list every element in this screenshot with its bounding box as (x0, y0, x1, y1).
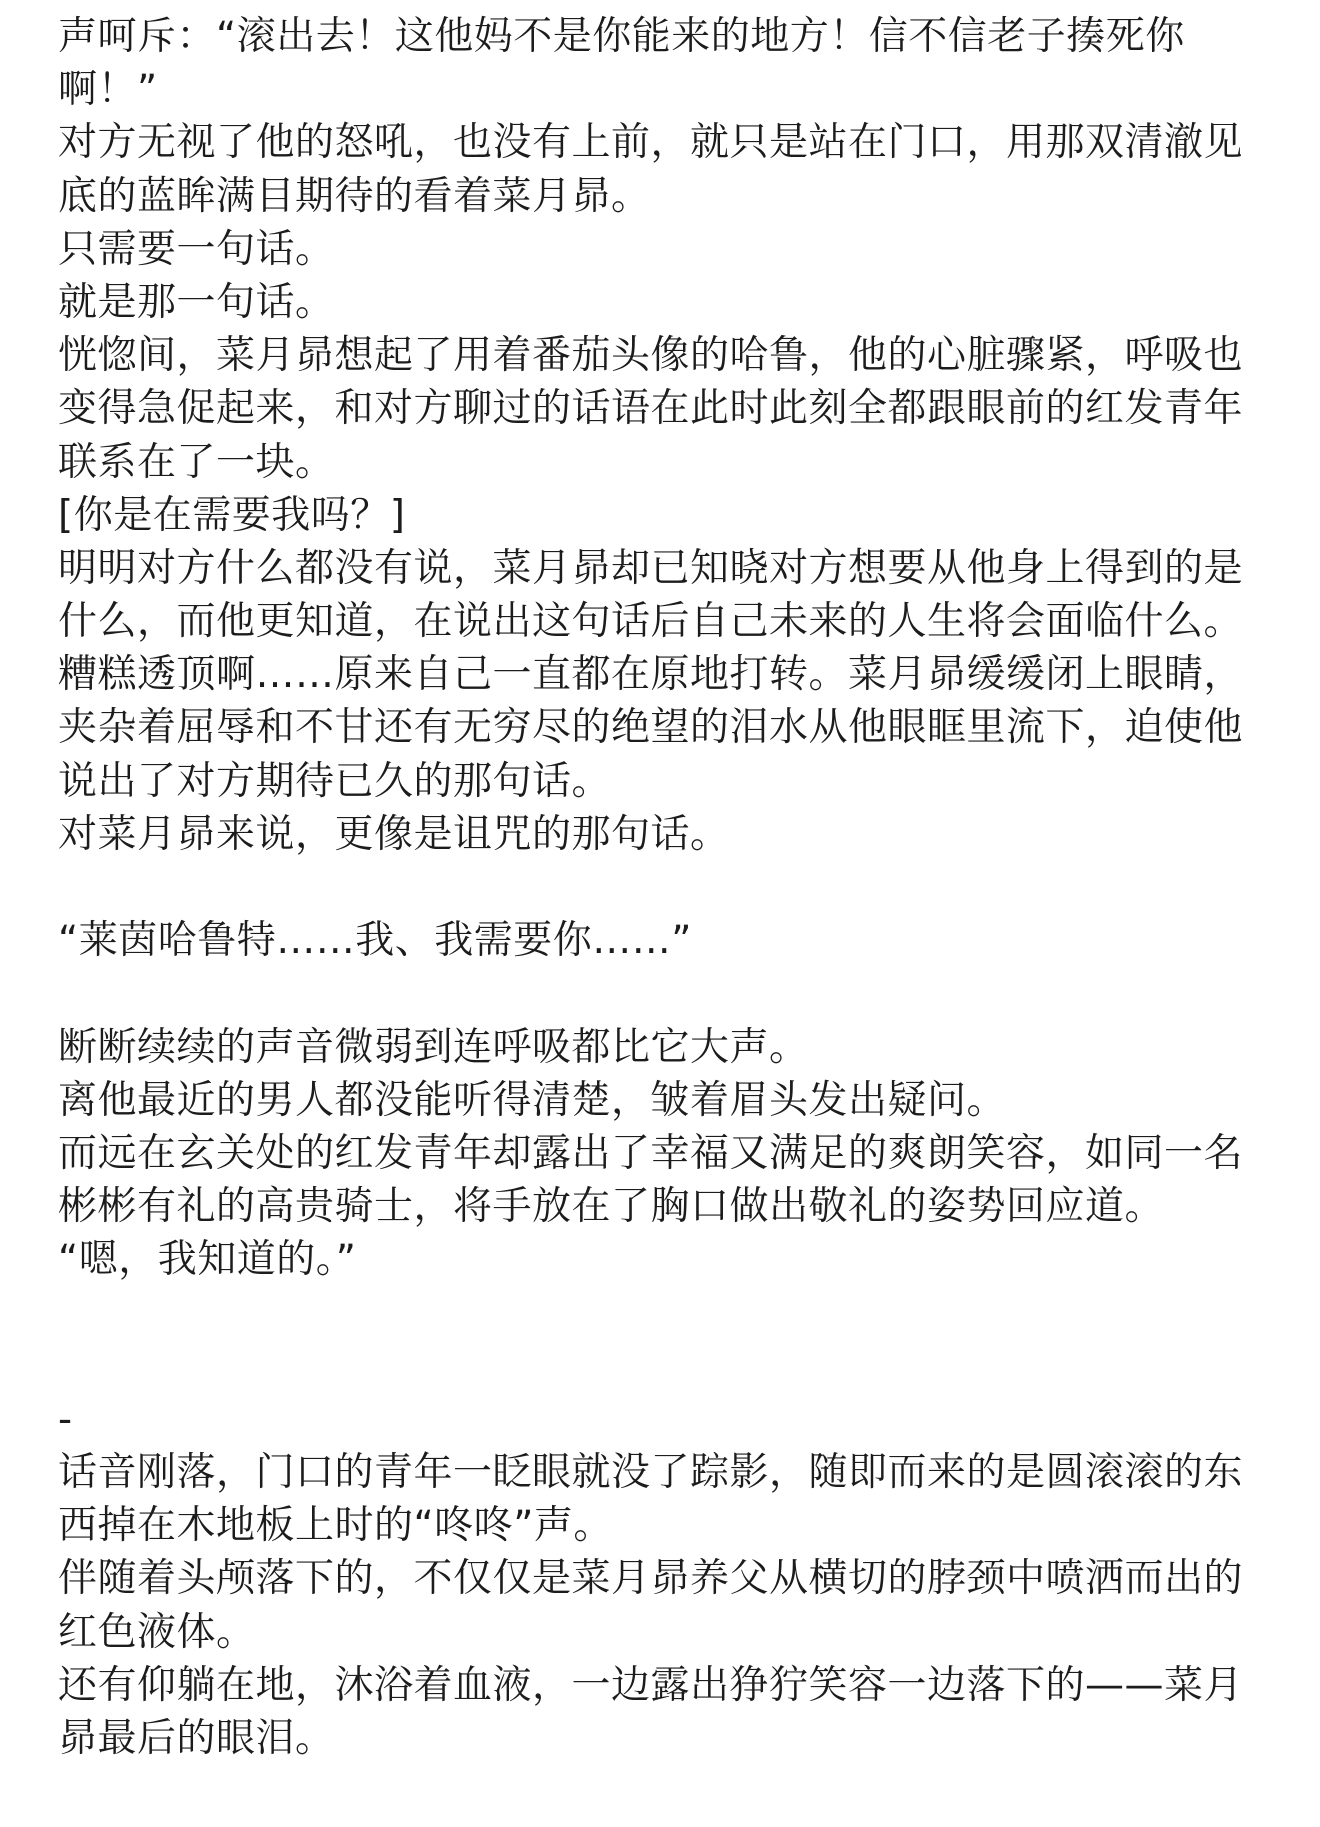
story-text (58, 10, 1273, 1765)
dialogue-line: “嗯，我知道的。” (58, 1237, 357, 1283)
text-line: 离他最近的男人都没能听得清楚，皱着眉头发出疑问。 (58, 1077, 1007, 1123)
text-line: 而远在玄关处的红发青年却露出了幸福又满足的爽朗笑容，如同一名 (58, 1130, 1244, 1176)
text-line: 就是那一句话。 (58, 279, 335, 325)
text-line: 变得急促起来，和对方聊过的话语在此时此刻全都跟眼前的红发青年 (58, 386, 1244, 432)
text-line: 伴随着头颅落下的，不仅仅是菜月昴养父从横切的脖颈中喷洒而出的 (58, 1556, 1244, 1602)
text-line: 只需要一句话。 (58, 226, 335, 272)
text-line: 说出了对方期待已久的那句话。 (58, 758, 612, 804)
text-line: 还有仰躺在地，沐浴着血液，一边露出狰狞笑容一边落下的——菜月 (58, 1662, 1244, 1708)
text-line: 断断续续的声音微弱到连呼吸都比它大声。 (58, 1024, 809, 1070)
text-line: 彬彬有礼的高贵骑士，将手放在了胸口做出敬礼的姿势回应道。 (58, 1184, 1165, 1230)
text-line: 红色液体。 (58, 1609, 256, 1655)
text-line: 对菜月昴来说，更像是诅咒的那句话。 (58, 811, 730, 857)
text-line: 恍惚间，菜月昴想起了用着番茄头像的哈鲁，他的心脏骤紧，呼吸也 (58, 333, 1244, 379)
text-line: 什么，而他更知道，在说出这句话后自己未来的人生将会面临什么。 (58, 599, 1244, 645)
text-line: 声呵斥：“滚出去！这他妈不是你能来的地方！信不信老子揍死你 (58, 14, 1185, 59)
text-line: 糟糕透顶啊……原来自己一直都在原地打转。菜月昴缓缓闭上眼睛， (58, 652, 1244, 698)
text-line: 昴最后的眼泪。 (58, 1716, 335, 1761)
text-line: 西掉在木地板上时的“咚咚”声。 (58, 1503, 613, 1549)
text-line: 联系在了一块。 (58, 439, 335, 485)
dialogue-line: “莱茵哈鲁特……我、我需要你……” (58, 918, 692, 964)
text-line: 明明对方什么都没有说，菜月昴却已知晓对方想要从他身上得到的是 (58, 545, 1244, 591)
blank-line (58, 1340, 1273, 1393)
text-line: 夹杂着屈辱和不甘还有无穷尽的绝望的泪水从他眼眶里流下，迫使他 (58, 705, 1244, 751)
blank-line (58, 1287, 1273, 1340)
blank-line (58, 861, 1273, 914)
text-line: [你是在需要我吗？] (58, 492, 406, 538)
blank-line (58, 967, 1273, 1020)
text-line: 啊！” (58, 67, 158, 113)
text-line: 对方无视了他的怒吼，也没有上前，就只是站在门口，用那双清澈见 (58, 120, 1244, 166)
section-divider: - (58, 1396, 73, 1442)
text-line: 话音刚落，门口的青年一眨眼就没了踪影，随即而来的是圆滚滚的东 (58, 1450, 1244, 1496)
text-line: 底的蓝眸满目期待的看着菜月昴。 (58, 173, 651, 219)
